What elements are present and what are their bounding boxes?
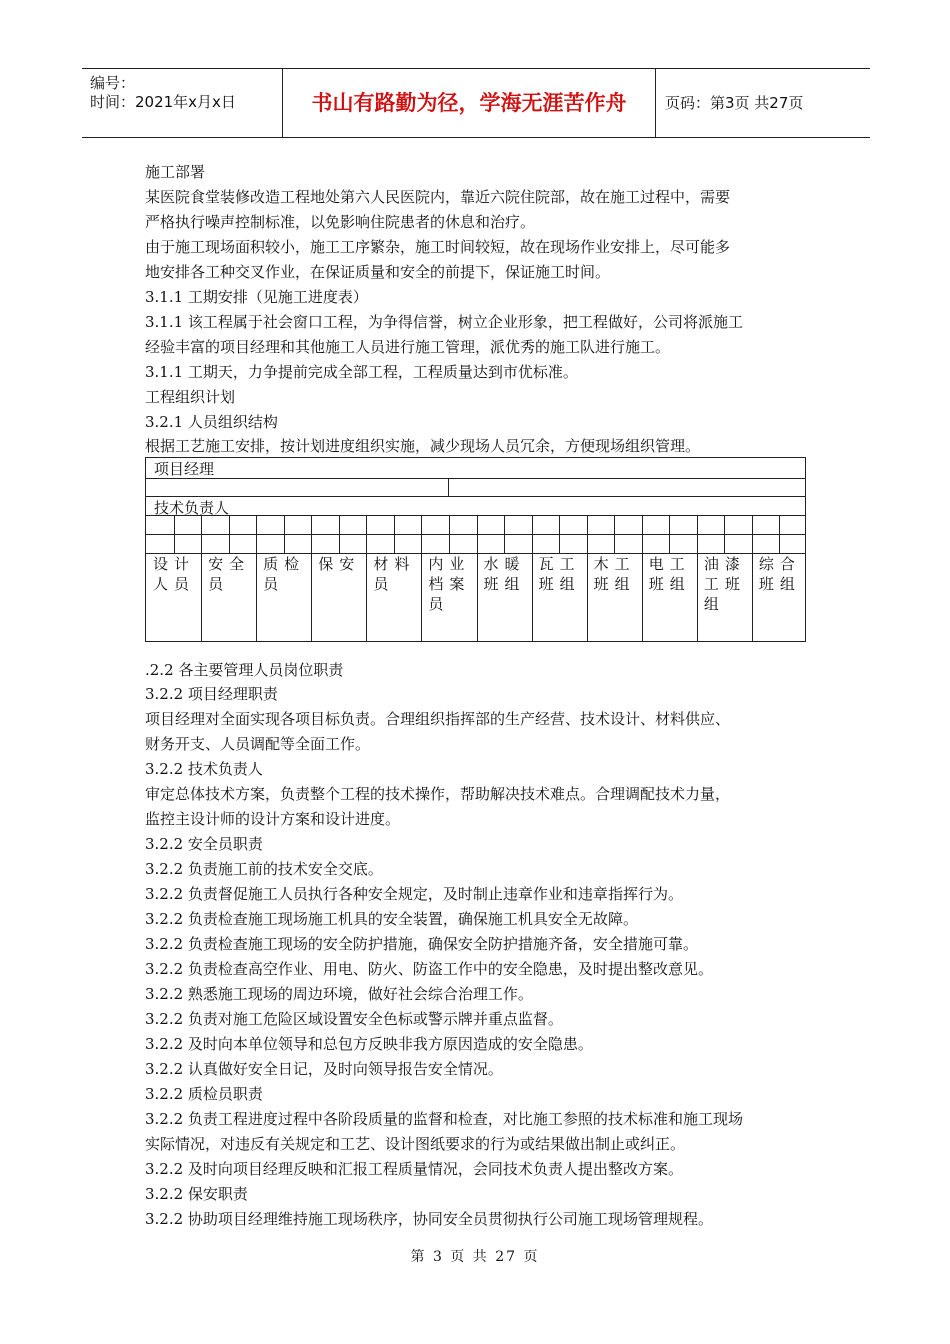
org-row-grid-a: [146, 516, 805, 535]
paragraph-line: 实际情况，对违反有关规定和工艺、设计图纸要求的行为或结果做出制止或纠正。: [145, 1135, 686, 1153]
org-grid-divider: [229, 516, 230, 534]
paragraph-line: 3.2.2 技术负责人: [145, 760, 263, 778]
org-role-label: 内业档案员: [428, 555, 471, 613]
org-grid-divider: [339, 535, 340, 553]
org-role-divider: [477, 554, 478, 641]
org-role-label: 材料员: [373, 555, 416, 593]
paragraph-line: 3.2.1 人员组织结构: [145, 413, 278, 431]
paragraph-line: 项目经理对全面实现各项目标负责。合理组织指挥部的生产经营、技术设计、材料供应、: [145, 710, 731, 728]
org-grid-divider: [642, 516, 643, 534]
org-role-divider: [201, 554, 202, 641]
org-grid-divider: [587, 535, 588, 553]
org-grid-divider: [366, 535, 367, 553]
org-grid-divider: [339, 516, 340, 534]
paragraph-line: 3.2.2 质检员职责: [145, 1085, 263, 1103]
org-chart-table: [145, 457, 806, 642]
org-grid-divider: [449, 516, 450, 534]
org-grid-divider: [587, 516, 588, 534]
org-grid-divider: [614, 535, 615, 553]
org-row-tech: [146, 497, 805, 516]
org-grid-divider: [614, 516, 615, 534]
org-role-divider: [421, 554, 422, 641]
org-tech-label: 技术负责人: [154, 499, 230, 517]
paragraph-line: 3.2.2 熟悉施工现场的周边环境，做好社会综合治理工作。: [145, 985, 533, 1003]
paragraph-line: 3.1.1 工期天，力争提前完成全部工程，工程质量达到市优标准。: [145, 363, 578, 381]
org-grid-divider: [752, 516, 753, 534]
org-grid-divider: [532, 535, 533, 553]
org-grid-divider: [366, 516, 367, 534]
org-grid-divider: [752, 535, 753, 553]
paragraph-line: 经验丰富的项目经理和其他施工人员进行施工管理，派优秀的施工队进行施工。: [145, 338, 671, 356]
paragraph-line: 3.2.2 负责对施工危险区域设置安全色标或警示牌并重点监督。: [145, 1010, 563, 1028]
org-grid-divider: [477, 516, 478, 534]
org-role-divider: [311, 554, 312, 641]
paragraph-line: 3.2.2 负责检查施工现场的安全防护措施，确保安全防护措施齐备，安全措施可靠。: [145, 935, 698, 953]
org-grid-divider: [174, 535, 175, 553]
org-role-label: 电工班组: [648, 555, 691, 593]
org-grid-divider: [697, 535, 698, 553]
header-page-info: 页码：第3页 共27页: [665, 94, 804, 112]
org-grid-divider: [559, 516, 560, 534]
org-grid-divider: [697, 516, 698, 534]
paragraph-line: 3.2.2 项目经理职责: [145, 685, 278, 703]
paragraph-line: 由于施工现场面积较小，施工工序繁杂，施工时间较短，故在现场作业安排上，尽可能多: [145, 238, 731, 256]
org-role-label: 瓦工班组: [538, 555, 581, 593]
org-grid-divider: [449, 535, 450, 553]
paragraph-line: 3.2.2 及时向项目经理反映和汇报工程质量情况，会同技术负责人提出整改方案。: [145, 1160, 683, 1178]
org-grid-divider: [201, 516, 202, 534]
org-role-label: 质检员: [263, 555, 306, 593]
paragraph-line: 3.2.2 安全员职责: [145, 835, 263, 853]
paragraph-line: 3.2.2 负责施工前的技术安全交底。: [145, 860, 383, 878]
paragraph-line: 审定总体技术方案，负责整个工程的技术操作，帮助解决技术难点。合理调配技术力量，: [145, 785, 731, 803]
org-grid-divider: [284, 516, 285, 534]
org-grid-divider: [642, 535, 643, 553]
paragraph-line: 3.2.2 协助项目经理维持施工现场秩序，协同安全员贯彻执行公司施工现场管理规程。: [145, 1210, 713, 1228]
page-header: [82, 68, 870, 138]
org-role-label: 设计人员: [153, 555, 196, 593]
doc-number-label: 编号：: [90, 74, 136, 92]
section-heading: 工程组织计划: [145, 388, 236, 406]
paragraph-line: 3.2.2 认真做好安全日记，及时向领导报告安全情况。: [145, 1060, 503, 1078]
org-role-label: 保安: [318, 555, 361, 573]
org-manager-label: 项目经理: [154, 460, 215, 478]
org-role-divider: [366, 554, 367, 641]
paragraph-line: 某医院食堂装修改造工程地处第六人民医院内，靠近六院住院部，故在施工过程中，需要: [145, 188, 731, 206]
paragraph-line: 根据工艺施工安排，按计划进度组织实施，减少现场人员冗余，方便现场组织管理。: [145, 437, 701, 455]
section-heading: .2.2 各主要管理人员岗位职责: [145, 661, 344, 679]
org-role-label: 木工班组: [593, 555, 636, 593]
org-grid-divider: [229, 535, 230, 553]
paragraph-line: 3.1.1 该工程属于社会窗口工程，为争得信誉，树立企业形象，把工程做好，公司将派施工: [145, 313, 743, 331]
org-role-divider: [752, 554, 753, 641]
section-heading: 施工部署: [145, 163, 206, 181]
org-grid-divider: [779, 516, 780, 534]
org-grid-divider: [311, 535, 312, 553]
org-role-divider: [532, 554, 533, 641]
org-role-divider: [587, 554, 588, 641]
page-footer: 第 3 页 共 27 页: [410, 1249, 540, 1265]
org-grid-divider: [669, 516, 670, 534]
org-grid-divider: [421, 516, 422, 534]
org-grid-divider: [421, 535, 422, 553]
doc-time-label: 时间：2021年x月x日: [90, 93, 236, 111]
org-role-label: 油漆工班组: [703, 555, 746, 613]
paragraph-line: 3.2.2 保安职责: [145, 1185, 248, 1203]
org-role-label: 水暖班组: [483, 555, 526, 593]
org-role-label: 安全员: [208, 555, 251, 593]
org-grid-divider: [532, 516, 533, 534]
org-grid-divider: [669, 535, 670, 553]
org-grid-divider: [201, 535, 202, 553]
paragraph-line: 3.2.2 负责督促施工人员执行各种安全规定，及时制止违章作业和违章指挥行为。: [145, 885, 683, 903]
paragraph-line: 3.2.2 负责工程进度过程中各阶段质量的监督和检查，对比施工参照的技术标准和施工现场: [145, 1110, 743, 1128]
paragraph-line: 地安排各工种交叉作业，在保证质量和安全的前提下，保证施工时间。: [145, 263, 611, 281]
paragraph-line: 监控主设计师的设计方案和设计进度。: [145, 810, 401, 828]
org-grid-divider: [504, 535, 505, 553]
org-role-divider: [697, 554, 698, 641]
paragraph-line: 3.2.2 负责检查施工现场施工机具的安全装置，确保施工机具安全无故障。: [145, 910, 638, 928]
org-grid-divider: [724, 535, 725, 553]
paragraph-line: 3.1.1 工期安排（见施工进度表）: [145, 288, 368, 306]
org-grid-divider: [724, 516, 725, 534]
org-role-label: 综合班组: [758, 555, 801, 593]
org-row-grid-b: [146, 535, 805, 554]
org-role-divider: [256, 554, 257, 641]
org-role-divider: [642, 554, 643, 641]
org-grid-divider: [284, 535, 285, 553]
org-grid-divider: [779, 535, 780, 553]
paragraph-line: 3.2.2 及时向本单位领导和总包方反映非我方原因造成的安全隐患。: [145, 1035, 593, 1053]
org-grid-divider: [256, 535, 257, 553]
header-meta: [82, 69, 283, 137]
org-divider: [448, 479, 449, 496]
paragraph-line: 严格执行噪声控制标准，以免影响住院患者的休息和治疗。: [145, 213, 536, 231]
org-row-manager: [146, 458, 805, 479]
org-grid-divider: [504, 516, 505, 534]
org-grid-divider: [311, 516, 312, 534]
org-grid-divider: [559, 535, 560, 553]
org-grid-divider: [394, 516, 395, 534]
org-grid-divider: [256, 516, 257, 534]
paragraph-line: 3.2.2 负责检查高空作业、用电、防火、防盗工作中的安全隐患，及时提出整改意见。: [145, 960, 713, 978]
org-row-split: [146, 479, 805, 497]
paragraph-line: 财务开支、人员调配等全面工作。: [145, 735, 371, 753]
org-grid-divider: [477, 535, 478, 553]
header-motto: 书山有路勤为径，学海无涯苦作舟: [283, 69, 656, 137]
org-grid-divider: [394, 535, 395, 553]
org-grid-divider: [174, 516, 175, 534]
